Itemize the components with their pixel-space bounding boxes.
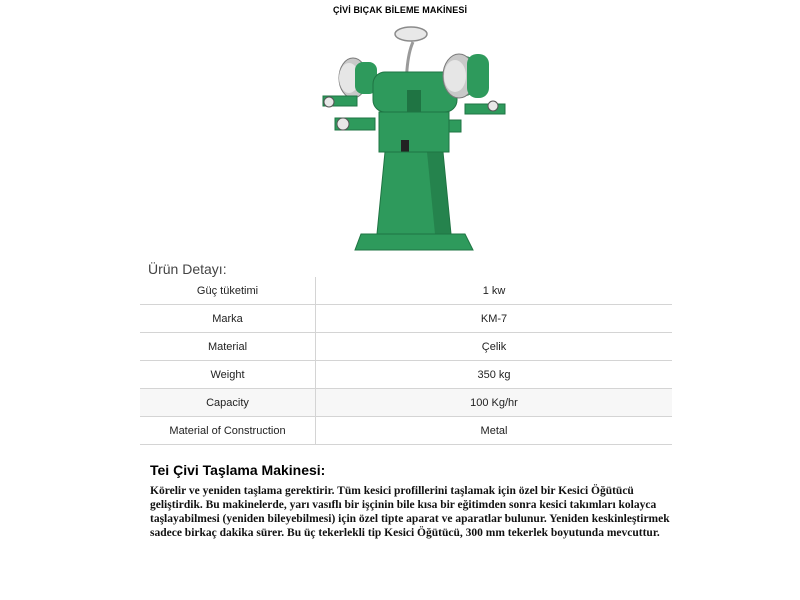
table-row bbox=[140, 305, 672, 333]
spec-value: Çelik bbox=[316, 333, 673, 361]
spec-value: 100 Kg/hr bbox=[316, 389, 673, 417]
spec-key: Marka bbox=[140, 305, 316, 333]
spec-key: Capacity bbox=[140, 389, 316, 417]
description-text: Körelir ve yeniden taşlama gerektirir. Tüm kesici profillerini taşlamak için özel bir Kesici Öğütücü geliştirdik. Bu makinelerde, yarı vasıflı bir işçinin bile kısa bir eğitimden sonra kesici takımları kolayca taşlayabilmesi (yeniden bileyebilmesi) için özel tipte aparat ve aparatlar bulunur. Yeniden keskinleştirmek sadece birkaç dakika sürer. Bu üç tekerlekli tip Kesici Öğütücü, 300 mm tekerlek boyutunda mevcuttur. bbox=[150, 485, 670, 539]
grinder-machine-icon bbox=[315, 20, 515, 260]
spec-value: 350 kg bbox=[316, 361, 673, 389]
table-row bbox=[140, 361, 672, 389]
product-spec-table bbox=[140, 277, 672, 445]
spec-key: Material of Construction bbox=[140, 417, 316, 445]
spec-key: Material bbox=[140, 333, 316, 361]
spec-key: Güç tüketimi bbox=[140, 277, 316, 305]
spec-value: Metal bbox=[316, 417, 673, 445]
table-row bbox=[140, 389, 672, 417]
table-row bbox=[140, 333, 672, 361]
spec-key: Weight bbox=[140, 361, 316, 389]
spec-value: 1 kw bbox=[316, 277, 673, 305]
spec-value: KM-7 bbox=[316, 305, 673, 333]
table-row bbox=[140, 417, 672, 445]
table-row bbox=[140, 277, 672, 305]
product-detail-heading: Ürün Detayı: bbox=[148, 261, 227, 277]
description-heading: Tei Çivi Taşlama Makinesi: bbox=[150, 462, 326, 478]
page-title: ÇİVİ BIÇAK BİLEME MAKİNESİ bbox=[332, 5, 468, 15]
